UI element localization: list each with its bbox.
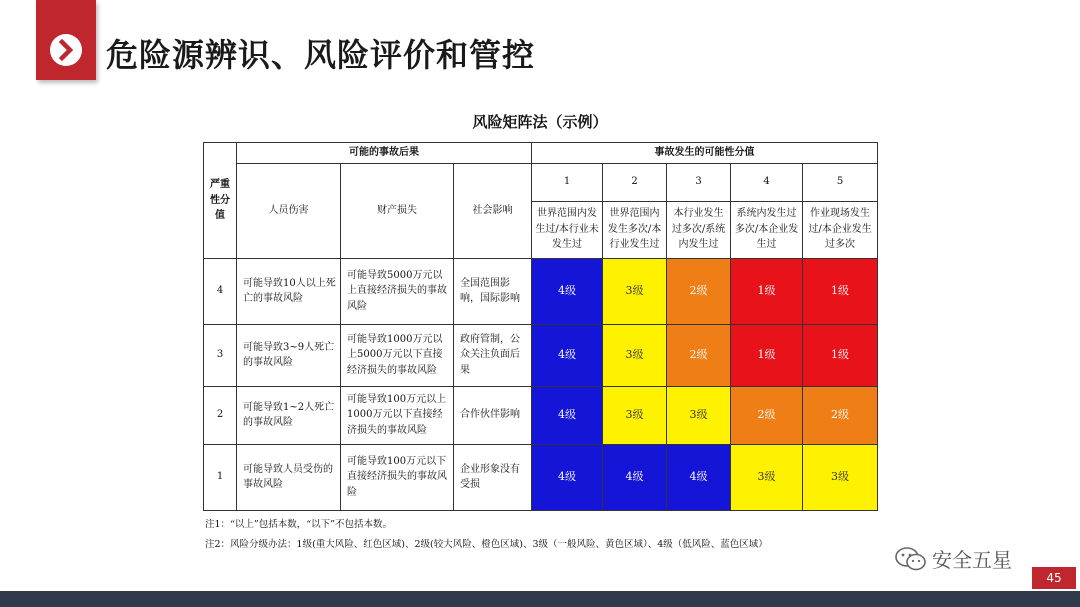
severity-score: 3 (204, 324, 237, 386)
consequence-col-header: 人员伤害 (237, 163, 341, 258)
table-row (204, 258, 878, 324)
risk-level-cell: 4级 (532, 258, 603, 324)
personnel-cell: 可能导致10人以上死亡的事故风险 (237, 258, 341, 324)
likelihood-score: 2 (603, 163, 667, 201)
risk-level-cell: 4级 (603, 444, 667, 510)
table-row (204, 386, 878, 444)
risk-level-cell: 3级 (603, 386, 667, 444)
risk-level-cell: 1级 (731, 324, 803, 386)
risk-level-cell: 4级 (532, 444, 603, 510)
footer-bar (0, 591, 1080, 607)
likelihood-header: 事故发生的可能性分值 (532, 143, 878, 164)
table-caption: 风险矩阵法（示例） (472, 113, 608, 131)
consequence-header: 可能的事故后果 (237, 143, 532, 164)
likelihood-score: 1 (532, 163, 603, 201)
risk-level-cell: 4级 (532, 324, 603, 386)
risk-level-cell: 2级 (803, 386, 878, 444)
property-cell: 可能导致5000万元以上直接经济损失的事故风险 (341, 258, 454, 324)
personnel-cell: 可能导致1~2人死亡的事故风险 (237, 386, 341, 444)
likelihood-score: 4 (731, 163, 803, 201)
likelihood-desc: 作业现场发生过/本企业发生过多次 (803, 201, 878, 258)
social-cell: 企业形象没有受损 (454, 444, 532, 510)
risk-level-cell: 4级 (667, 444, 731, 510)
likelihood-desc: 世界范围内发生过/本行业未发生过 (532, 201, 603, 258)
table-notes (205, 515, 768, 555)
consequence-col-header: 财产损失 (341, 163, 454, 258)
personnel-cell: 可能导致3~9人死亡的事故风险 (237, 324, 341, 386)
property-cell: 可能导致100万元以下直接经济损失的事故风险 (341, 444, 454, 510)
severity-header: 严重性分值 (204, 143, 237, 259)
severity-score: 1 (204, 444, 237, 510)
watermark-text: 安全五星 (932, 548, 1012, 572)
likelihood-score: 5 (803, 163, 878, 201)
slide-header (0, 0, 1080, 100)
likelihood-desc: 系统内发生过多次/本企业发生过 (731, 201, 803, 258)
risk-level-cell: 3级 (803, 444, 878, 510)
consequence-col-header: 社会影响 (454, 163, 532, 258)
social-cell: 政府管制，公众关注负面后果 (454, 324, 532, 386)
likelihood-score: 3 (667, 163, 731, 201)
severity-score: 4 (204, 258, 237, 324)
property-cell: 可能导致1000万元以上5000万元以下直接经济损失的事故风险 (341, 324, 454, 386)
table-row (204, 324, 878, 386)
risk-level-cell: 3级 (603, 324, 667, 386)
personnel-cell: 可能导致人员受伤的事故风险 (237, 444, 341, 510)
table-row (204, 444, 878, 510)
risk-level-cell: 3级 (667, 386, 731, 444)
social-cell: 全国范围影响，国际影响 (454, 258, 532, 324)
header-row-scores (204, 163, 878, 201)
risk-level-cell: 2级 (667, 258, 731, 324)
title-badge (36, 0, 96, 80)
chevron-right-icon (50, 34, 82, 66)
risk-matrix-table (203, 142, 878, 511)
risk-level-cell: 2级 (731, 386, 803, 444)
note-2: 注2：风险分级办法：1级(重大风险、红色区域)、2级(较大风险、橙色区域)、3级（一般风险、黄色区域）、4级（低风险、蓝色区域） (205, 539, 768, 550)
social-cell: 合作伙伴影响 (454, 386, 532, 444)
likelihood-desc: 世界范围内发生多次/本行业发生过 (603, 201, 667, 258)
risk-level-cell: 1级 (731, 258, 803, 324)
watermark (894, 544, 1012, 573)
severity-score: 2 (204, 386, 237, 444)
risk-level-cell: 1级 (803, 324, 878, 386)
risk-level-cell: 2级 (667, 324, 731, 386)
page-number: 45 (1032, 567, 1076, 589)
header-row-groups (204, 143, 878, 164)
risk-level-cell: 3级 (603, 258, 667, 324)
note-1: 注1：“以上”包括本数，“以下”不包括本数。 (205, 519, 392, 530)
wechat-icon (894, 546, 928, 572)
risk-level-cell: 3级 (731, 444, 803, 510)
property-cell: 可能导致100万元以上1000万元以下直接经济损失的事故风险 (341, 386, 454, 444)
likelihood-desc: 本行业发生过多次/系统内发生过 (667, 201, 731, 258)
risk-level-cell: 1级 (803, 258, 878, 324)
risk-level-cell: 4级 (532, 386, 603, 444)
page-title: 危险源辨识、风险评价和管控 (106, 36, 536, 74)
